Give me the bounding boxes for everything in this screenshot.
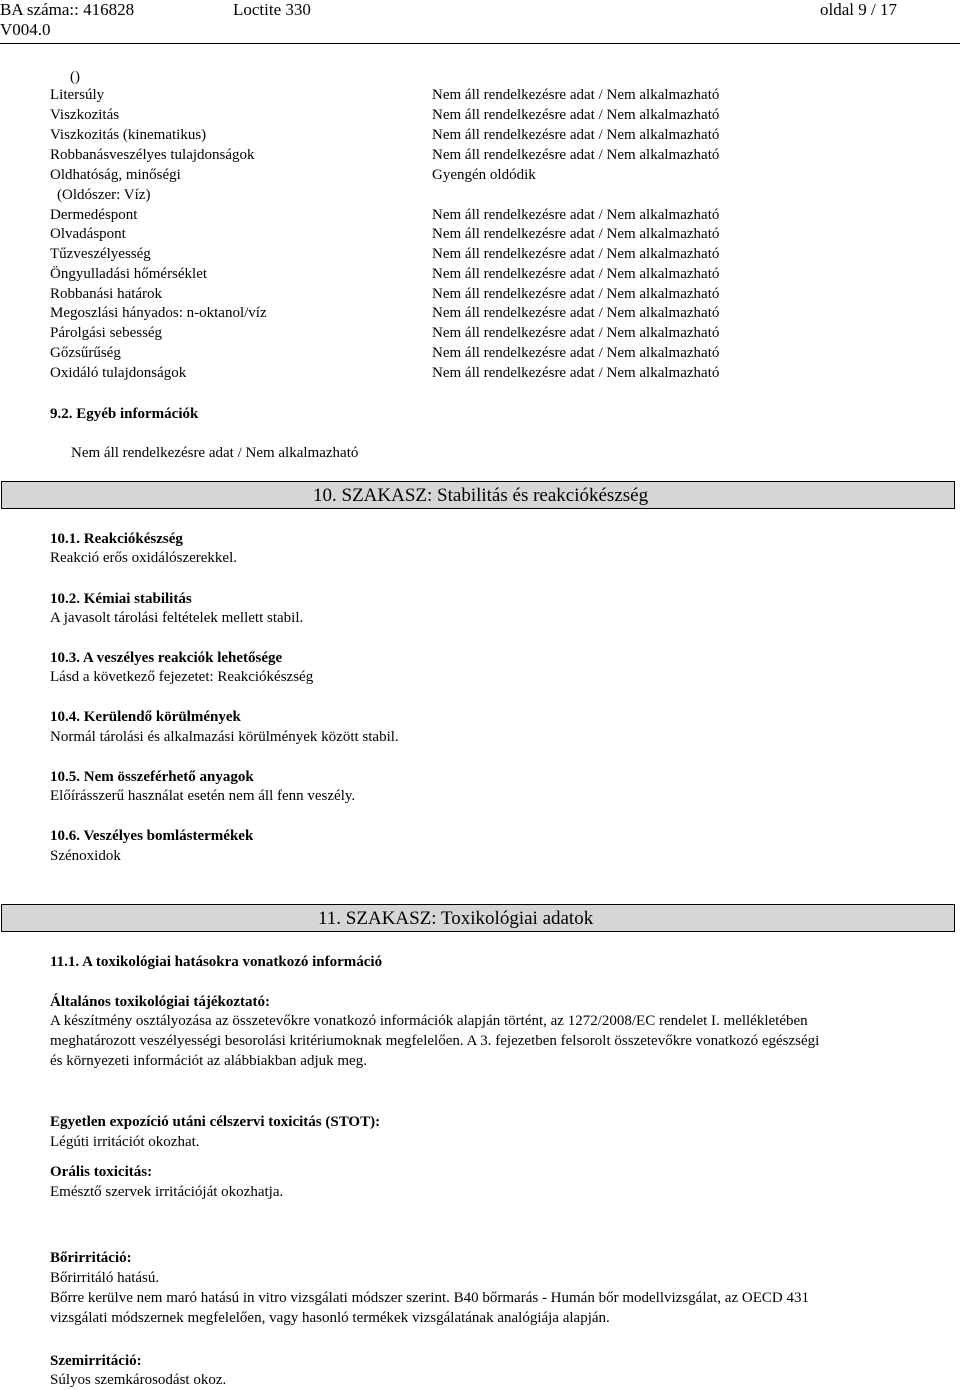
property-label: Robbanásveszélyes tulajdonságok (50, 147, 255, 163)
general-tox-line: meghatározott veszélyességi besorolási kritériumoknak megfelelően. A 3. fejezetben felsorolt összetevőkre vonatkozó egészségi (50, 1033, 820, 1049)
header-rule (0, 43, 960, 44)
section-10-4-heading: 10.4. Kerülendő körülmények (50, 709, 241, 725)
section-10-6-text: Szénoxidok (50, 848, 121, 864)
property-label: Viszkozitás (50, 107, 120, 123)
section-10-3-text: Lásd a következő fejezetet: Reakciókészség (50, 669, 314, 685)
property-label: Megoszlási hányados: n-oktanol/víz (50, 305, 267, 321)
property-value: Nem áll rendelkezésre adat / Nem alkalmazható (432, 107, 720, 123)
property-value: Nem áll rendelkezésre adat / Nem alkalmazható (432, 87, 720, 103)
section-10-4-text: Normál tárolási és alkalmazási körülmények között stabil. (50, 729, 399, 745)
property-value: Gyengén oldódik (432, 167, 536, 183)
property-label: Robbanási határok (50, 286, 163, 302)
empty-parens: () (70, 69, 80, 85)
section-10-5-text: Előírásszerű használat esetén nem áll fenn veszély. (50, 788, 356, 804)
section-10-3-heading: 10.3. A veszélyes reakciók lehetősége (50, 650, 283, 666)
property-value: Nem áll rendelkezésre adat / Nem alkalmazható (432, 345, 720, 361)
property-value: Nem áll rendelkezésre adat / Nem alkalmazható (432, 127, 720, 143)
property-value: Nem áll rendelkezésre adat / Nem alkalmazható (432, 207, 720, 223)
product-name: Loctite 330 (233, 0, 311, 19)
section-10-1-heading: 10.1. Reakciókészség (50, 531, 183, 547)
general-tox-line: A készítmény osztályozása az összetevőkre vonatkozó információk alapján történt, az 1272/2008/EC rendelet I. mellékletében (50, 1013, 808, 1029)
property-label: Tűzveszélyesség (50, 246, 151, 262)
general-tox-heading: Általános toxikológiai tájékoztató: (50, 994, 270, 1010)
section-10-5-heading: 10.5. Nem összeférhető anyagok (50, 769, 254, 785)
property-value: Nem áll rendelkezésre adat / Nem alkalmazható (432, 305, 720, 321)
stot-heading: Egyetlen expozíció utáni célszervi toxicitás (STOT): (50, 1114, 381, 1130)
property-label: Párolgási sebesség (50, 325, 163, 341)
section-11-title: 11. SZAKASZ: Toxikológiai adatok (318, 908, 594, 929)
section-10-2-text: A javasolt tárolási feltételek mellett stabil. (50, 610, 304, 626)
eye-irritation-heading: Szemirritáció: (50, 1353, 142, 1369)
section-10-2-heading: 10.2. Kémiai stabilitás (50, 591, 192, 607)
property-label: Öngyulladási hőmérséklet (50, 266, 208, 282)
property-label: Gőzsűrűség (50, 345, 121, 361)
version: V004.0 (0, 20, 51, 39)
property-label: Viszkozitás (kinematikus) (50, 127, 207, 143)
skin-irritation-text: Bőrirritáló hatású. (50, 1270, 160, 1286)
oral-tox-heading: Orális toxicitás: (50, 1164, 153, 1180)
section-10-6-heading: 10.6. Veszélyes bomlástermékek (50, 828, 254, 844)
property-label: Oxidáló tulajdonságok (50, 365, 187, 381)
document-number: BA száma:: 416828 (0, 0, 135, 19)
property-label: Litersúly (50, 87, 105, 103)
section-10-title: 10. SZAKASZ: Stabilitás és reakciókészség (313, 485, 649, 506)
property-value: Nem áll rendelkezésre adat / Nem alkalmazható (432, 147, 720, 163)
skin-irritation-line: Bőrre kerülve nem maró hatású in vitro vizsgálati módszer szerint. B40 bőrmarás - Humán bőr modellvizsgálat, az OECD 431 (50, 1290, 809, 1306)
oral-tox-text: Emésztő szervek irritációját okozhatja. (50, 1184, 284, 1200)
property-value: Nem áll rendelkezésre adat / Nem alkalmazható (432, 286, 720, 302)
stot-text: Légúti irritációt okozhat. (50, 1134, 200, 1150)
property-value: Nem áll rendelkezésre adat / Nem alkalmazható (432, 365, 720, 381)
property-label: Dermedéspont (50, 207, 138, 223)
eye-irritation-text: Súlyos szemkárosodást okoz. (50, 1372, 227, 1388)
section-11-1-heading: 11.1. A toxikológiai hatásokra vonatkozó információ (50, 954, 383, 970)
skin-irritation-heading: Bőrirritáció: (50, 1250, 132, 1266)
property-label: Olvadáspont (50, 226, 126, 242)
section-10-1-text: Reakció erős oxidálószerekkel. (50, 550, 238, 566)
property-value: Nem áll rendelkezésre adat / Nem alkalmazható (432, 226, 720, 242)
property-value: Nem áll rendelkezésre adat / Nem alkalmazható (432, 266, 720, 282)
page-number: oldal 9 / 17 (820, 0, 897, 19)
section-9-2-heading: 9.2. Egyéb információk (50, 406, 199, 422)
property-value: Nem áll rendelkezésre adat / Nem alkalmazható (432, 325, 720, 341)
general-tox-line: és környezeti információt az alábbiakban adjuk meg. (50, 1053, 367, 1069)
property-label: (Oldószer: Víz) (57, 187, 151, 203)
property-label: Oldhatóság, minőségi (50, 167, 181, 183)
skin-irritation-line: vizsgálati módszernek megfelelően, vagy hasonló termékek vizsgálatának analógiája alapján. (50, 1310, 610, 1326)
property-value: Nem áll rendelkezésre adat / Nem alkalmazható (432, 246, 720, 262)
section-9-2-text: Nem áll rendelkezésre adat / Nem alkalmazható (71, 445, 359, 461)
